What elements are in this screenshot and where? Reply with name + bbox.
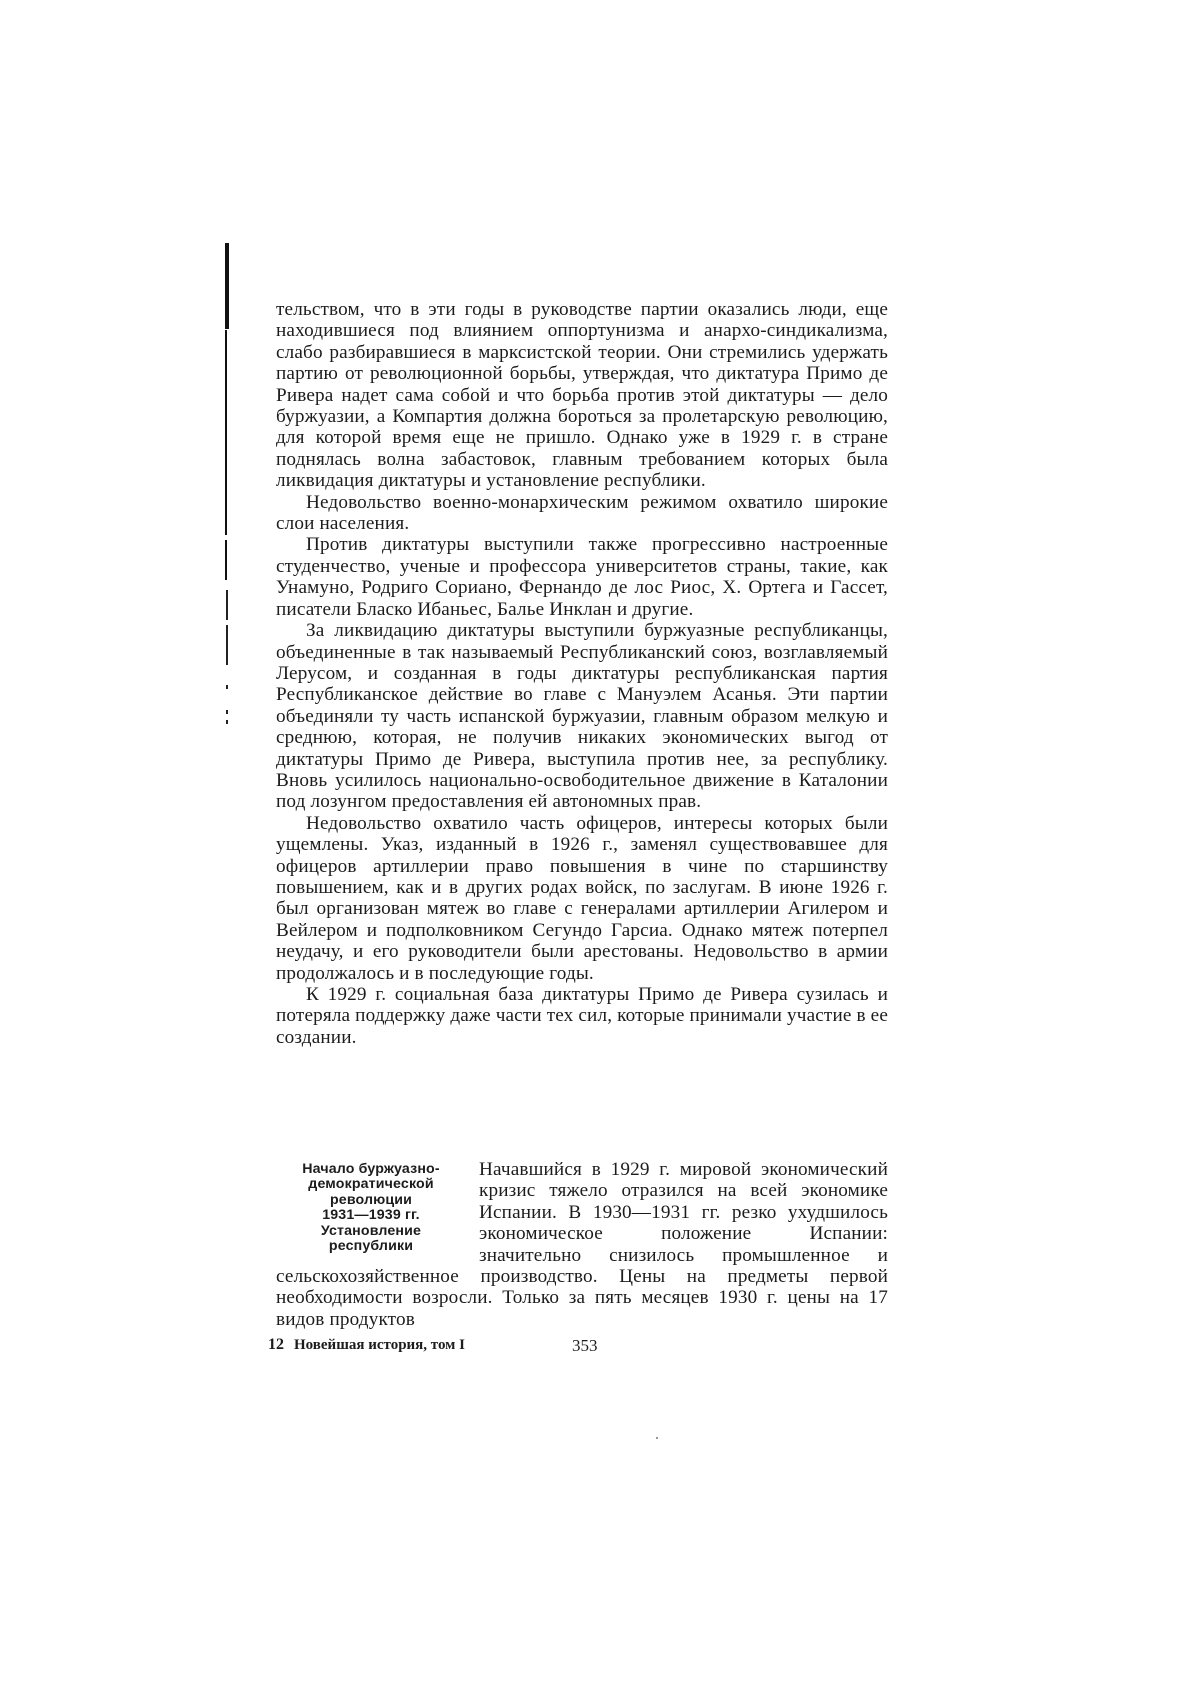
page-footer: [268, 1336, 888, 1360]
section-start: [276, 1159, 888, 1330]
paragraph: Недовольство военно-монархическим режимом охватило широкие слои населения.: [276, 491, 888, 535]
margin-heading-line: республики: [328, 1238, 414, 1255]
page-number: 353: [572, 1336, 598, 1355]
scan-edge-mark: [226, 720, 228, 724]
margin-heading-line: Начало буржуазно-: [302, 1161, 440, 1177]
paragraph: Недовольство охватило часть офицеров, интересы которых были ущемлены. Указ, изданный в 1926 г., заменял существовавшее для офицеров артиллерии право повышения в чине по старшинству повышением, как и в других родах войск, по заслугам. В июне 1926 г. был организован мятеж во главе с генералами артиллерии Агилером и Вейлером и подполковником Сегундо Гарсиа. Однако мятеж потерпел неудачу, и его руководители были арестованы. Недовольство в армии продолжалось и в последующие годы.: [276, 812, 888, 984]
margin-heading-line: демократической: [308, 1176, 434, 1193]
scan-edge-mark: [226, 685, 228, 689]
scan-edge-mark: [226, 710, 228, 714]
scan-edge-mark: [225, 330, 227, 535]
scan-speck: [656, 1437, 658, 1439]
margin-heading-line: Установление: [320, 1222, 422, 1239]
paragraph: Против диктатуры выступили также прогрессивно настроенные студенчество, ученые и профессора университетов страны, такие, как Унамуно, Родриго Сориано, Фернандо де лос Риос, Х. Ортега и Гассет, писатели Бласко Ибаньес, Балье Инклан и другие.: [276, 534, 888, 620]
main-text: [276, 299, 888, 1048]
margin-heading-line: 1931—1939 гг.: [322, 1207, 420, 1224]
paragraph: К 1929 г. социальная база диктатуры Примо де Ривера сузилась и потеряла поддержку даже части тех сил, которые принимали участие в ее создании.: [276, 984, 888, 1048]
margin-heading-line: революции: [329, 1191, 413, 1208]
margin-heading: [276, 1162, 466, 1254]
section-paragraph: Начавшийся в 1929 г. мировой экономический кризис тяжело отразился на всей экономике Испании. В 1930—1931 гг. резко ухудшилось экономическое положение Испании: значительно снизилось промышленное и сельскохозяйственное производство. Цены на предметы первой необходимости возросли. Только за пять месяцев 1930 г. цены на 17 видов продуктов: [276, 1159, 888, 1330]
paragraph: За ликвидацию диктатуры выступили буржуазные республиканцы, объединенные в так называемый Республиканский союз, возглавляемый Лерусом, и созданная в годы диктатуры республиканская партия Республиканское действие во главе с Мануэлем Асанья. Эти партии объединяли ту часть испанской буржуазии, главным образом мелкую и среднюю, которая, не получив никаких экономических выгод от диктатуры Примо де Ривера, выступила против нее, за республику. Вновь усилилось национально-освободительное движение в Каталонии под лозунгом предоставления ей автономных прав.: [276, 620, 888, 813]
signature-number: 12: [268, 1336, 284, 1353]
paragraph: тельством, что в эти годы в руководстве партии оказались люди, еще находившиеся под влиянием оппортунизма и анархо-синдикализма, слабо разбиравшиеся в марксистской теории. Они стремились удержать партию от революционной борьбы, утверждая, что диктатура Примо де Ривера надет сама собой и что борьба против этой диктатуры — дело буржуазии, а Компартия должна бороться за пролетарскую революцию, для которой время еще не пришло. Однако уже в 1929 г. в стране поднялась волна забастовок, главным требованием которых была ликвидация диктатуры и установление республики.: [276, 299, 888, 492]
printer-signature: [268, 1336, 465, 1354]
scan-edge-mark: [226, 625, 228, 665]
scan-edge-mark: [225, 540, 227, 580]
signature-title: Новейшая история, том I: [294, 1337, 465, 1353]
scan-edge-mark: [225, 243, 229, 329]
scan-edge-mark: [226, 590, 228, 620]
